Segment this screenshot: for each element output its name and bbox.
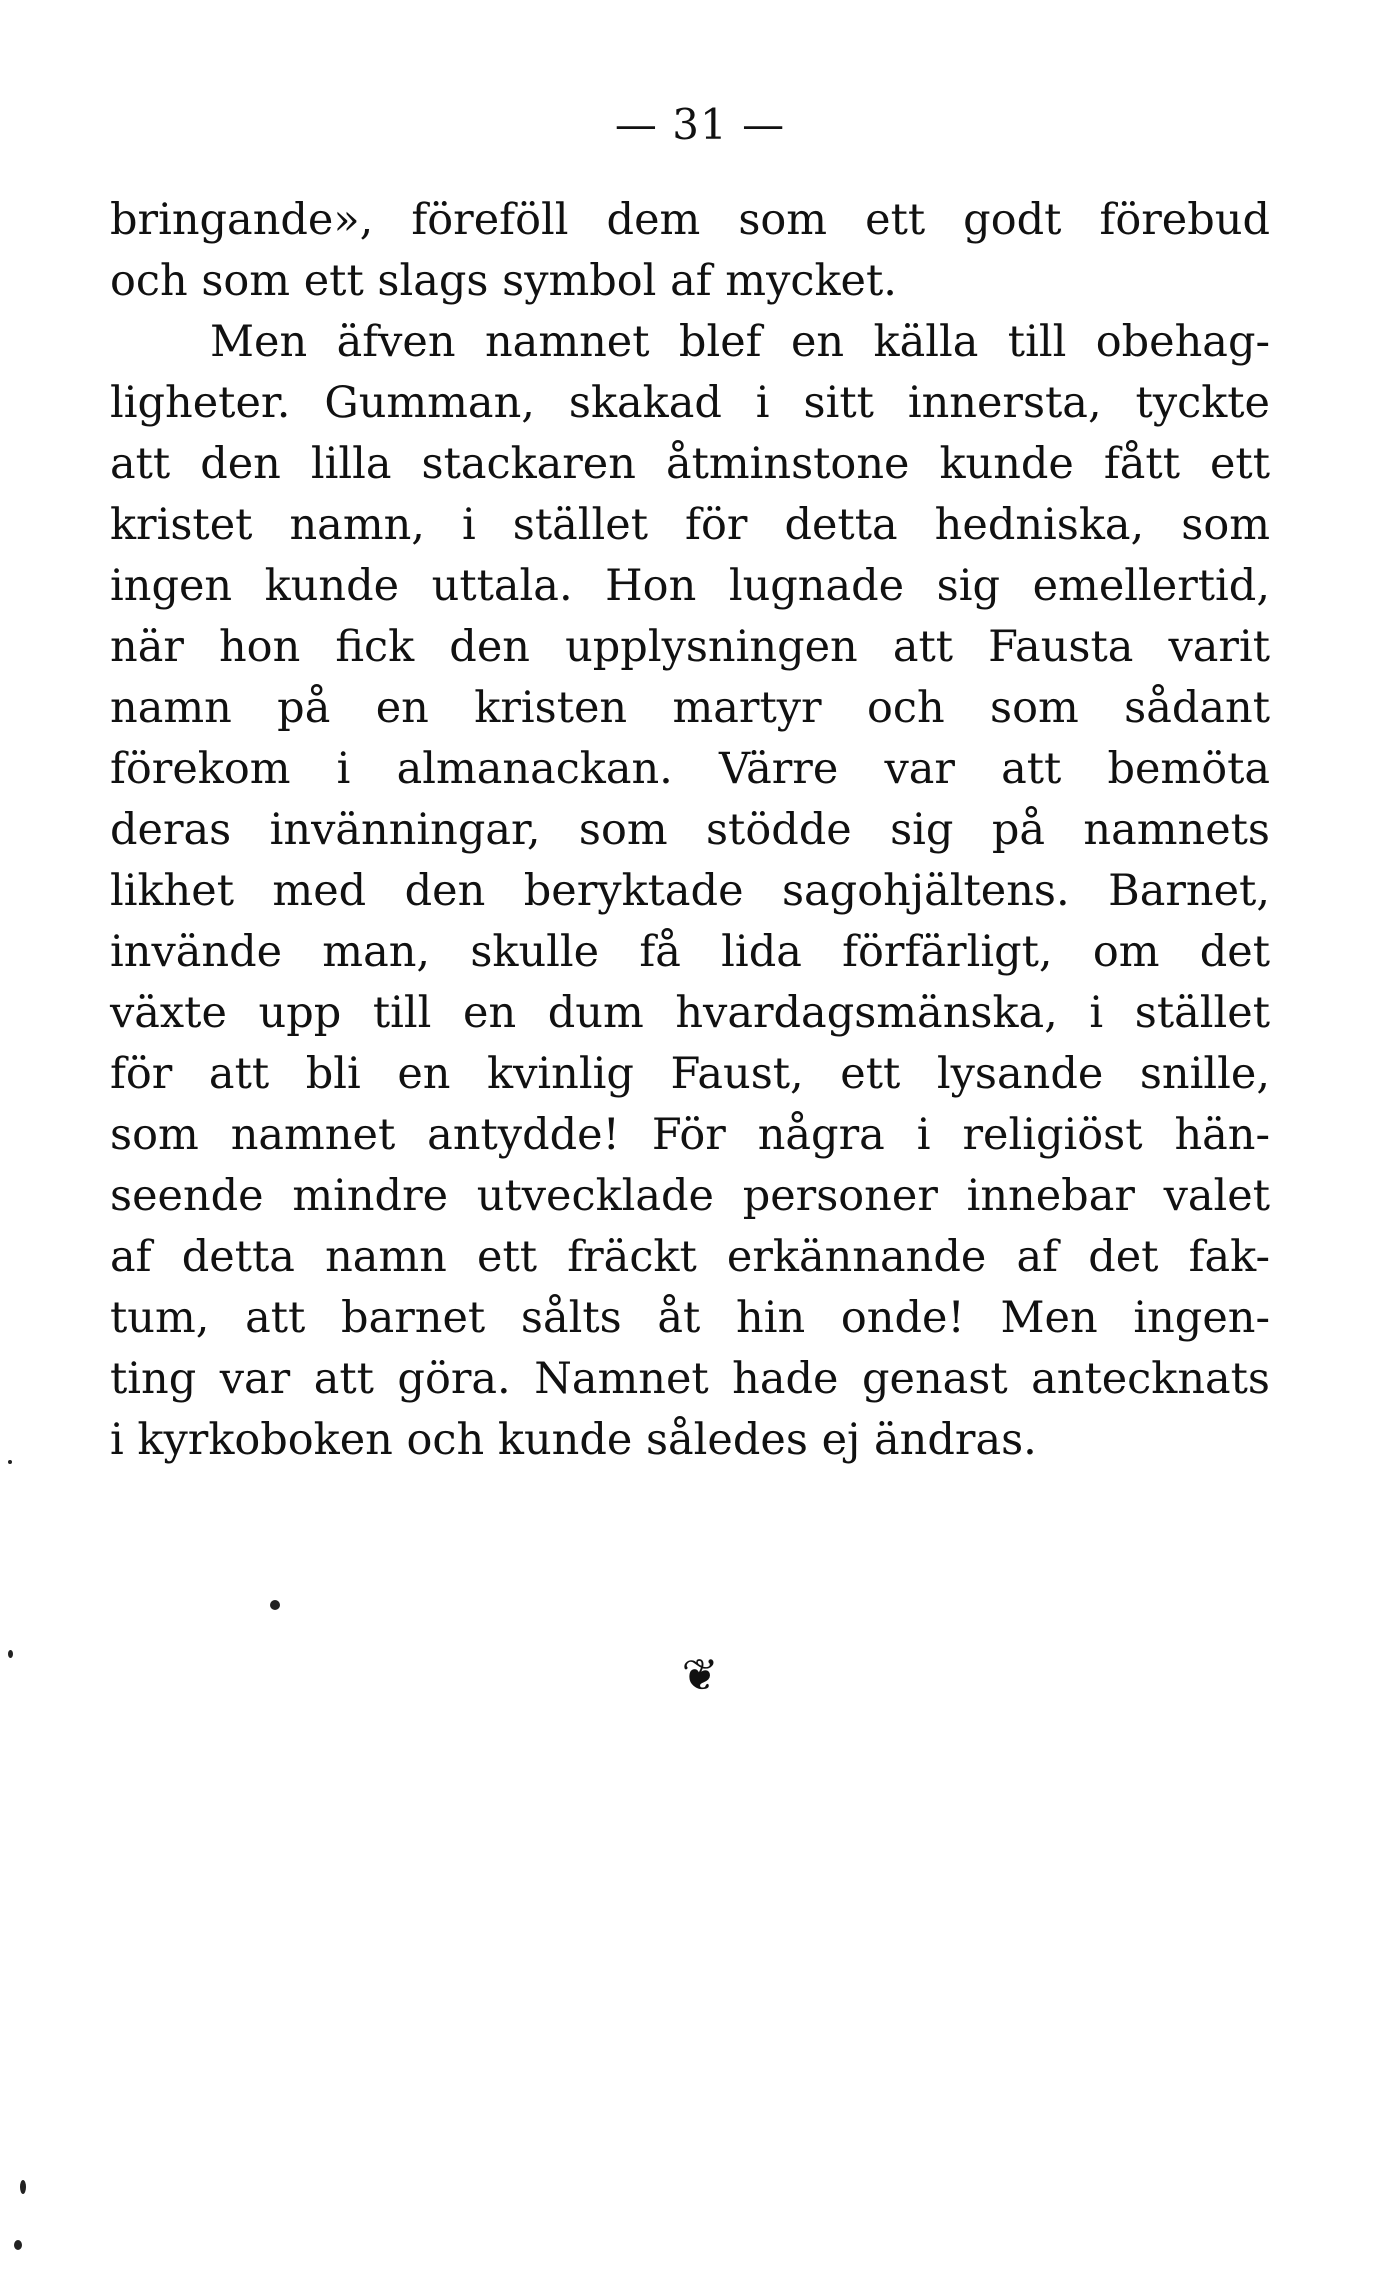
text-line: invände man, skulle få lida förfärligt, om det: [110, 927, 1270, 977]
text-line: ingen kunde uttala. Hon lugnade sig emellertid,: [110, 561, 1270, 611]
body-text: [110, 190, 1270, 1471]
scan-speck: [270, 1600, 280, 1610]
text-line: deras invänningar, som stödde sig på namnets: [110, 805, 1270, 855]
text-line: seende mindre utvecklade personer innebar valet: [110, 1171, 1270, 1221]
text-line: växte upp till en dum hvardagsmänska, i stället: [110, 988, 1270, 1038]
text-line: att den lilla stackaren åtminstone kunde fått ett: [110, 439, 1270, 489]
text-line: bringande», föreföll dem som ett godt förebud: [110, 195, 1270, 245]
text-line: tum, att barnet sålts åt hin onde! Men ingen-: [110, 1293, 1270, 1343]
text-line: och som ett slags symbol af mycket.: [110, 256, 897, 306]
text-line: Men äfven namnet blef en källa till obehag-: [210, 317, 1270, 367]
text-line: af detta namn ett fräckt erkännande af det fak-: [110, 1232, 1270, 1282]
scan-speck: [8, 1650, 13, 1658]
text-line: ting var att göra. Namnet hade genast antecknats: [110, 1354, 1270, 1404]
text-line: för att bli en kvinlig Faust, ett lysande snille,: [110, 1049, 1270, 1099]
scan-speck: [8, 1460, 12, 1464]
text-line: namn på en kristen martyr och som sådant: [110, 683, 1270, 733]
text-line: förekom i almanackan. Värre var att bemöta: [110, 744, 1270, 794]
page-number: — 31 —: [614, 100, 786, 149]
scan-speck: [20, 2180, 26, 2194]
text-line: kristet namn, i stället för detta hedniska, som: [110, 500, 1270, 550]
text-line: ligheter. Gumman, skakad i sitt innersta, tyckte: [110, 378, 1270, 428]
ornament-icon: ❦: [681, 1650, 719, 1701]
text-line: i kyrkoboken och kunde således ej ändras.: [110, 1415, 1037, 1465]
text-line: som namnet antydde! För några i religiöst hän-: [110, 1110, 1270, 1160]
scan-speck: [14, 2240, 22, 2250]
text-line: när hon fick den upplysningen att Fausta varit: [110, 622, 1270, 672]
text-line: likhet med den beryktade sagohjältens. Barnet,: [110, 866, 1270, 916]
